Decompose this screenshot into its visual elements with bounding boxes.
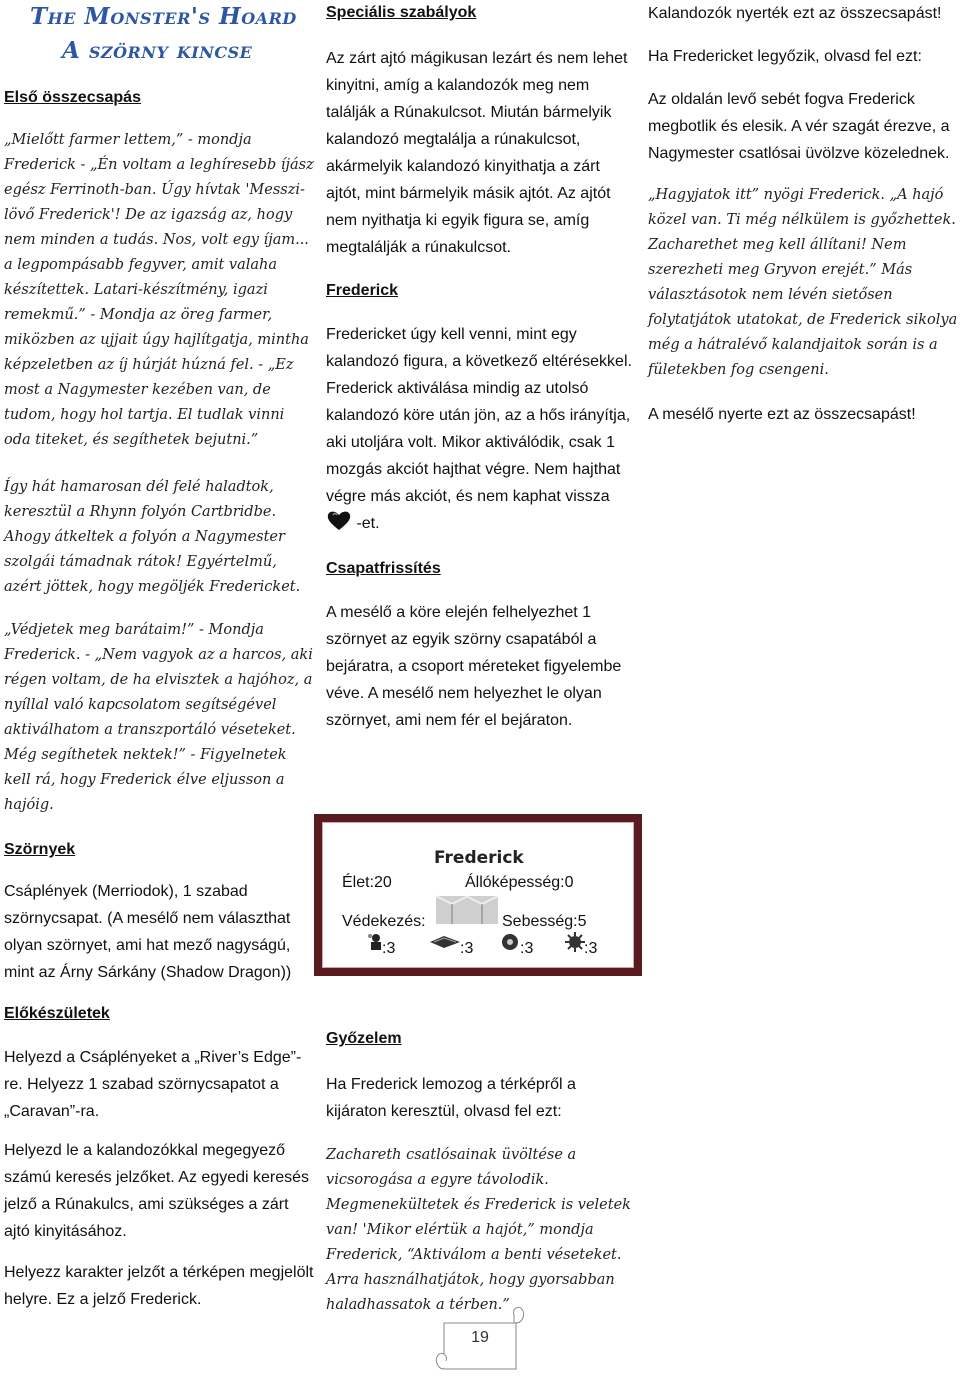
victory-story: Zachareth csatlósainak üvöltése a vicsorogása a egyre távolodik. Megmenekültetek és Frederick is veletek van! 'Mikor elértük a hajót,” mondja Frederick, “Aktiválom a benti véseteket. Arra használhatjátok, hogy gyorsabban haladhassatok a térben.” — [326, 1147, 631, 1313]
frederick-rules-text-b: -et. — [356, 515, 380, 532]
special-rules-text: Az zárt ajtó mágikusan lezárt és nem lehet kinyitni, amíg a kalandozók meg nem találják a Rúnakulcsot. Miután bármelyik kalandozó megtalálja a rúnakulcsot, akármelyik kalandozó kinyithatja a zárt ajtót, mint bármelyik másik ajtót. Az ajtót nem nyithatja ki egyik figura se, amíg megtalálják a rúnakulcsot. — [326, 50, 628, 256]
stat-defense: Védekezés: — [342, 913, 426, 930]
stat-attr-awareness: :3 — [584, 940, 598, 957]
willpower-icon — [498, 932, 522, 957]
stat-attr-knowledge: :3 — [460, 940, 474, 957]
intro-story: „Mielőtt farmer lettem,” - mondja Frederick - „Én voltam a leghíresebb íjász egész Ferrinoth-ban. Úgy hívtak 'Messzi-lövő Frederick'! De az igazság az, hogy nem minden a tudás. Nos, volt egy íjam... a legpompásabb fegyver, amit valaha készítettek. Latari-készítmény, igazi remekmű.” - Mondja az öreg farmer, miközben az ujjait úgy hajlítgatja, mintha képzeletben az íj húrját húzná fel. - „Ez most a Nagymester kezében van, de tudom, hogy hol tartja. El tudlak vinni oda titeket, és segíthetek bejutni.” — [4, 132, 314, 448]
defeat-text: Az oldalán levő sebét fogva Frederick megbotlik és elesik. A vér szagát érezve, a Nagymester csatlósai üvölzve közelednek. — [648, 91, 950, 162]
setup-heading: Előkészületek — [4, 1005, 110, 1022]
defeat-story: „Hagyjatok itt” nyögi Frederick. „A hajó közel van. Ti még nélkülem is győzhettek. Zacharethet meg kell állítani! Nem szerezheti meg Gryvon erejét.” Más választásotok nem lévén sietősen folytatjátok utatokat, de Frederick sikolya még a hátralévő kalandjaitok során is a fületekben fog csengeni. — [648, 187, 958, 378]
setup-text-2: Helyezd le a kalandozókkal megegyező számú keresés jelzőket. Az egyedi keresés jelző a Rúnakulcs, ami szükséges a zárt ajtó kinyitásához. — [4, 1142, 310, 1240]
special-rules-heading: Speciális szabályok — [326, 4, 477, 21]
victory-text: Ha Frederick lemozog a térképről a kijáraton keresztül, olvasd fel ezt: — [326, 1076, 576, 1120]
victory-section — [326, 1029, 638, 1318]
monsters-heading: Szörnyek — [4, 841, 76, 858]
right-column — [648, 0, 960, 428]
frederick-stat-card — [314, 814, 642, 976]
knowledge-icon — [428, 934, 462, 955]
victory-heading: Győzelem — [326, 1030, 402, 1047]
first-encounter-heading: Első összecsapás — [4, 89, 141, 106]
monsters-text: Csáplények (Merriodok), 1 szabad szörnycsapat. (A mesélő nem választhat olyan szörnyet, ami hat mező nagyságú, mint az Árny Sárkány (Shadow Dragon)) — [4, 883, 292, 981]
frederick-rules-text-a: Fredericket úgy kell venni, mint egy kalandozó figura, a következő eltérésekkel. Frederick aktiválása mindig az utolsó kalandozó köre után jön, az a hős irányítja, aki utoljára volt. Mikor aktiválódik, csak 1 mozgás akciót hajthat végre. Nem hajthat végre más akciót, és nem kaphat vissza — [326, 326, 632, 505]
stat-speed: Sebesség:5 — [502, 913, 587, 930]
awareness-icon — [564, 932, 586, 957]
setup-text-3: Helyezz karakter jelzőt a térképen megjelölt helyre. Ez a jelző Frederick. — [4, 1264, 314, 1308]
page-number: 19 — [471, 1329, 489, 1346]
stat-attr-willpower: :3 — [520, 940, 534, 957]
reinforcement-text: A mesélő a köre elején felhelyezhet 1 szörnyet az egyik szörny csapatából a bejáratra, a csoport méreteket figyelembe véve. A mesélő nem helyezhet le olyan szörnyet, ami nem fér el bejáraton. — [326, 604, 622, 729]
story-crossing: Így hát hamarosan dél felé haladtok, keresztül a Rhynn folyón Cartbridbe. Ahogy átkeltek a folyón a Nagymester szolgái támadnak rátok! Egyértelmű, azért jöttek, hogy megöljék Fredericket. — [4, 479, 301, 595]
stat-card-name: Frederick — [434, 848, 524, 868]
middle-column — [326, 0, 638, 734]
title-hungarian: A szörny kincse — [62, 37, 253, 64]
stat-attr-might: :3 — [382, 940, 396, 957]
setup-text-1: Helyezd a Csáplényeket a „River’s Edge”-re. Helyezz 1 szabad szörnycsapatot a „Caravan”-ra. — [4, 1049, 302, 1120]
overlord-won-text: A mesélő nyerte ezt az összecsapást! — [648, 406, 916, 423]
stat-stamina: Állóképesség:0 — [465, 874, 574, 891]
story-protect: „Védjetek meg barátaim!” - Mondja Frederick. - „Nem vagyok az a harcos, aki régen voltam, de ha elvisztek a hajóhoz, a nyíllal való kapcsolatom segítségével aktiválhatom a transzportáló véseteket. Még segíthetek nektek!” - Figyelnetek kell rá, hogy Frederick élve eljusson a hajóig. — [4, 622, 313, 813]
frederick-heading: Frederick — [326, 282, 399, 299]
stat-life: Élet:20 — [342, 874, 392, 891]
if-defeated-text: Ha Fredericket legyőzik, olvasd fel ezt: — [648, 48, 922, 65]
reinforcement-heading: Csapatfrissítés — [326, 560, 441, 577]
heart-icon — [326, 510, 352, 532]
frederick-rules-text — [326, 321, 638, 537]
left-column — [4, 0, 314, 1313]
heroes-won-text: Kalandozók nyerték ezt az összecsapást! — [648, 5, 942, 22]
shield-die-icon — [464, 894, 500, 931]
page-number-scroll — [430, 1305, 530, 1375]
title-english: The Monster's Hoard — [30, 3, 297, 30]
